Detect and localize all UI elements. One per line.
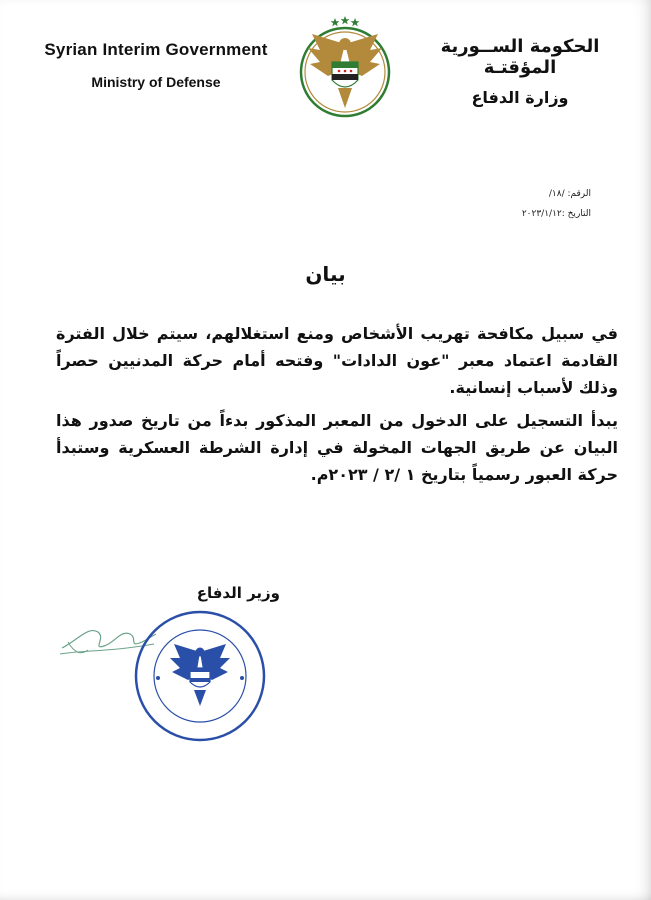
statement-body xyxy=(56,320,618,494)
statement-title: بيان xyxy=(305,262,346,286)
official-stamp xyxy=(130,606,270,746)
reference-date: التاريخ :٢٠٢٣/١/١٢ xyxy=(521,209,591,219)
ministry-name-ar: وزارة الدفاع xyxy=(471,88,569,107)
ministry-name-en: Ministry of Defense xyxy=(91,74,221,90)
government-name-ar: الحكومة الســورية المؤقتـة xyxy=(440,36,600,78)
reference-block xyxy=(522,184,591,224)
paragraph-1: في سبيل مكافحة تهريب الأشخاص ومنع استغلالهم، سيتم خلال الفترة القادمة اعتماد معبر "عون الدادات" وفتحه أمام حركة المدنيين حصراً وذلك لأسباب إنسانية. xyxy=(56,324,618,397)
paragraph-2: يبدأ التسجيل على الدخول من المعبر المذكور بدءاً من تاريخ صدور هذا البيان عن طريق الجهات المخولة في إدارة الشرطة العسكرية وستبدأ حركة العبور رسمياً بتاريخ ١ /٢ / ٢٠٢٣م. xyxy=(56,411,618,484)
header-english xyxy=(40,40,272,90)
header-arabic xyxy=(405,36,635,107)
signatory-title: وزير الدفاع xyxy=(196,584,280,602)
government-name-en: Syrian Interim Government xyxy=(44,40,268,59)
reference-number: الرقم: /١٨/ xyxy=(548,189,591,199)
ministry-eagle-logo xyxy=(294,14,396,122)
